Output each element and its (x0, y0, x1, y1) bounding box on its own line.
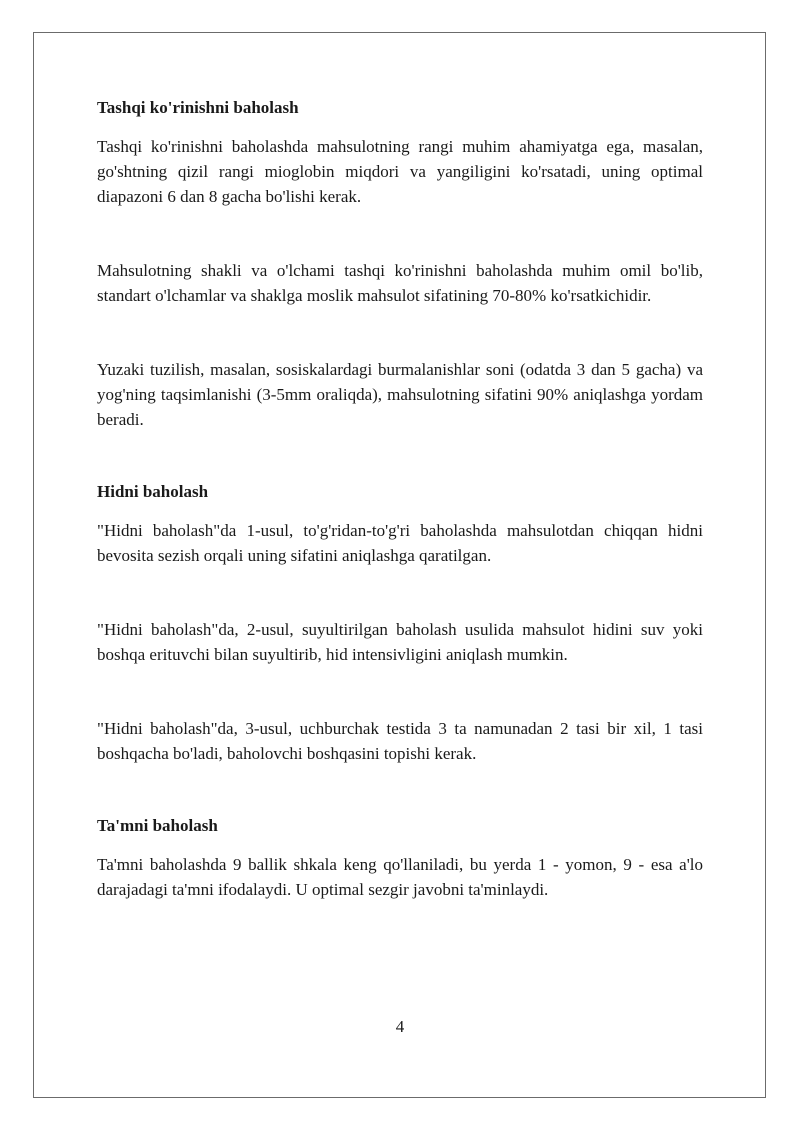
section-appearance (97, 96, 703, 432)
section-heading: Tashqi ko'rinishni baholash (97, 98, 299, 117)
paragraph: "Hidni baholash"da 1-usul, to'g'ridan-to'g'ri baholashda mahsulotdan chiqqan hidni bevosita sezish orqali uning sifatini aniqlashga qaratilgan. (97, 521, 703, 565)
section-smell (97, 480, 703, 766)
section-heading: Ta'mni baholash (97, 816, 218, 835)
paragraph: Mahsulotning shakli va o'lchami tashqi ko'rinishni baholashda muhim omil bo'lib, standart o'lchamlar va shaklga moslik mahsulot sifatining 70-80% ko'rsatkichidir. (97, 261, 703, 305)
paragraph: Yuzaki tuzilish, masalan, sosiskalardagi burmalanishlar soni (odatda 3 dan 5 gacha) va yog'ning taqsimlanishi (3-5mm oraliqda), mahsulotning sifatini 90% aniqlashga yordam beradi. (97, 360, 703, 429)
document-body (97, 96, 703, 902)
section-taste (97, 814, 703, 902)
page-number: 4 (395, 1017, 405, 1036)
paragraph: Tashqi ko'rinishni baholashda mahsulotning rangi muhim ahamiyatga ega, masalan, go'shtning qizil rangi mioglobin miqdori va yangiligini ko'rsatadi, uning optimal diapazoni 6 dan 8 gacha bo'lishi kerak. (97, 137, 703, 206)
section-heading: Hidni baholash (97, 482, 209, 501)
paragraph: "Hidni baholash"da, 2-usul, suyultirilgan baholash usulida mahsulot hidini suv yoki boshqa erituvchi bilan suyultirib, hid intensivligini aniqlash mumkin. (97, 620, 703, 664)
paragraph: "Hidni baholash"da, 3-usul, uchburchak testida 3 ta namunadan 2 tasi bir xil, 1 tasi boshqacha bo'ladi, baholovchi boshqasini topishi kerak. (97, 719, 703, 763)
paragraph: Ta'mni baholashda 9 ballik shkala keng qo'llaniladi, bu yerda 1 - yomon, 9 - esa a'lo darajadagi ta'mni ifodalaydi. U optimal sezgir javobni ta'minlaydi. (97, 855, 703, 899)
